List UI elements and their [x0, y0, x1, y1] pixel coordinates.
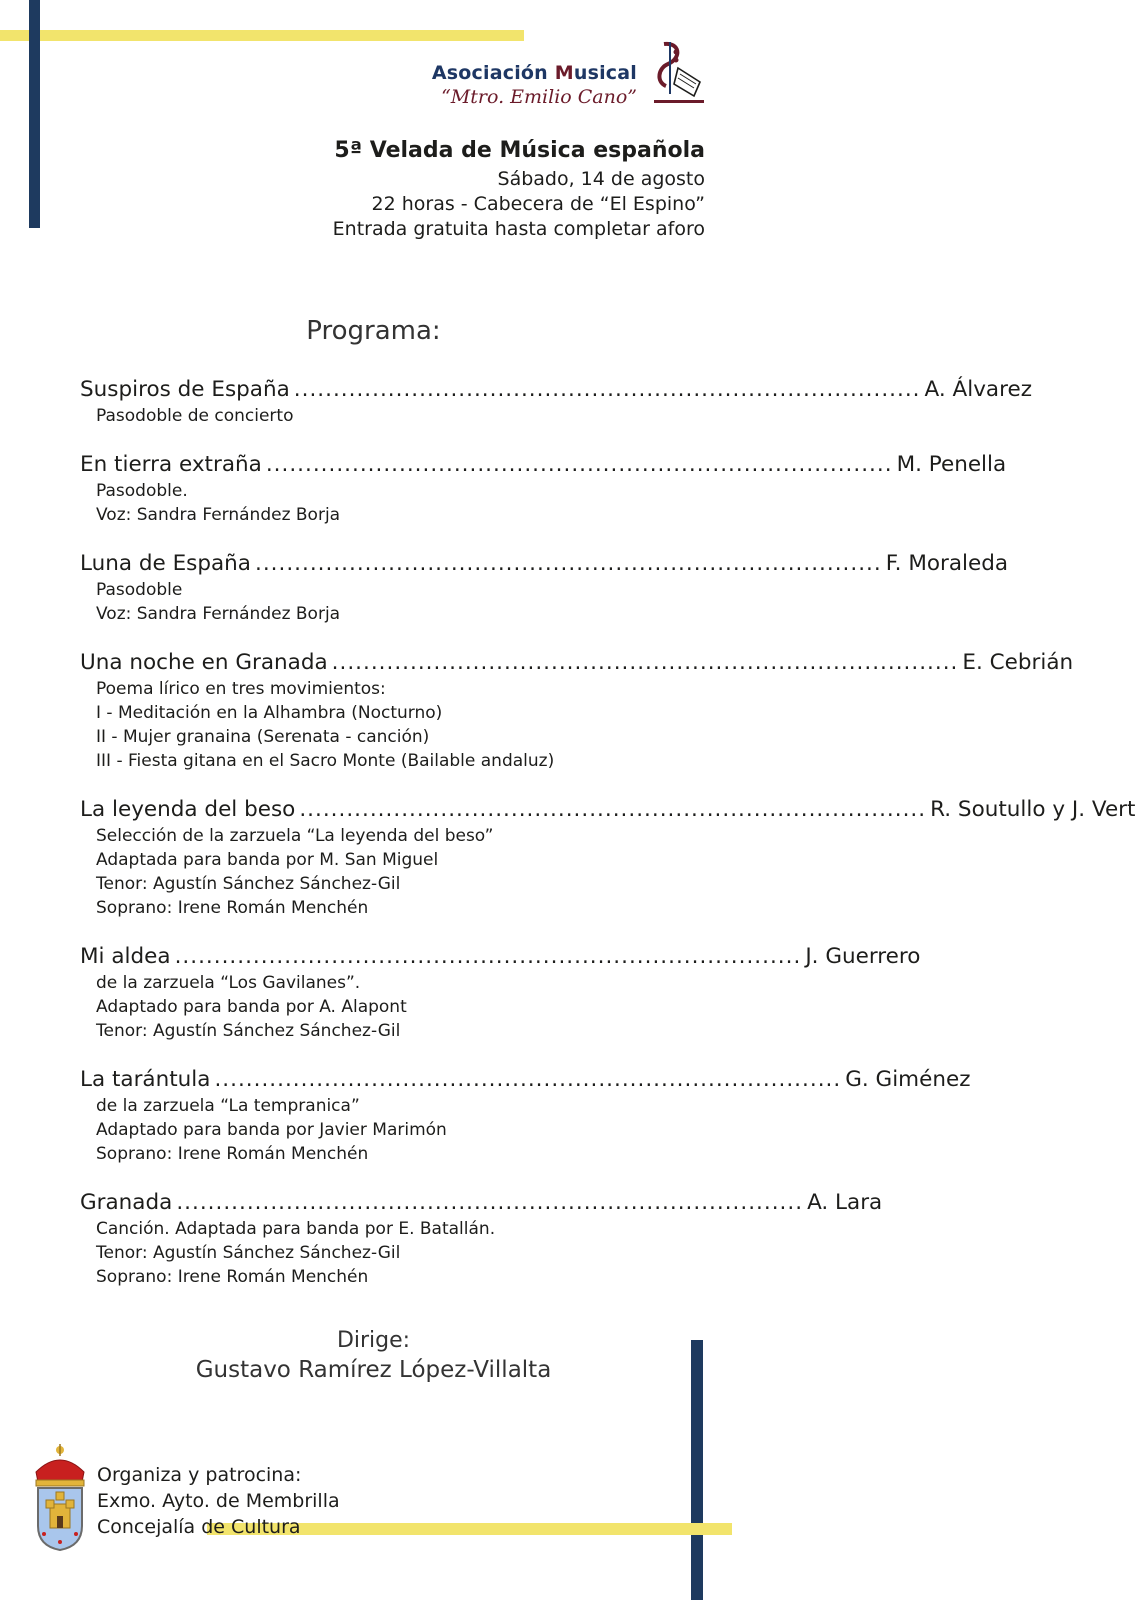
association-name-part3: usical	[573, 62, 637, 84]
piece-composer: M. Penella	[896, 452, 1007, 477]
dot-leader: ................................................................................	[299, 797, 927, 822]
program-piece	[80, 550, 1009, 626]
association-name	[432, 62, 637, 84]
association-subtitle: “Mtro. Emilio Cano”	[441, 86, 637, 108]
piece-detail: Pasodoble	[96, 580, 183, 600]
program-piece	[80, 943, 921, 1043]
association-name-initial: M	[554, 62, 574, 84]
piece-composer: F. Moraleda	[885, 551, 1009, 576]
dot-leader: ................................................................................	[174, 944, 802, 969]
dot-leader: ................................................................................	[331, 650, 959, 675]
piece-detail: Soprano: Irene Román Menchén	[96, 1267, 369, 1287]
sponsor-line-3: Concejalía de Cultura	[97, 1516, 301, 1538]
piece-title: Suspiros de España	[80, 377, 290, 402]
coat-of-arms-icon	[28, 1442, 92, 1554]
dot-leader: ................................................................................	[265, 452, 893, 477]
piece-detail: de la zarzuela “Los Gavilanes”.	[96, 973, 361, 993]
piece-detail: de la zarzuela “La tempranica”	[96, 1096, 360, 1116]
association-name-part1: Asociación	[431, 62, 555, 84]
music-clef-logo-icon	[650, 38, 708, 108]
program-list	[80, 376, 1135, 1312]
piece-detail: I - Meditación en la Alhambra (Nocturno)	[96, 703, 443, 723]
event-date: Sábado, 14 de agosto	[497, 168, 705, 190]
conductor-block	[0, 1328, 747, 1383]
program-piece	[80, 1189, 883, 1289]
piece-detail: Soprano: Irene Román Menchén	[96, 898, 369, 918]
piece-detail: Voz: Sandra Fernández Borja	[96, 505, 341, 525]
piece-composer: E. Cebrián	[962, 650, 1074, 675]
program-heading: Programa:	[306, 316, 441, 346]
top-yellow-bar	[0, 30, 524, 41]
dot-leader: ................................................................................	[176, 1190, 804, 1215]
sponsor-line-2: Exmo. Ayto. de Membrilla	[97, 1490, 340, 1512]
event-info	[333, 138, 705, 242]
program-piece	[80, 796, 1135, 920]
program-piece	[80, 451, 1007, 527]
piece-composer: A. Lara	[807, 1190, 883, 1215]
piece-title: La tarántula	[80, 1067, 211, 1092]
program-piece	[80, 376, 1032, 428]
piece-detail: Voz: Sandra Fernández Borja	[96, 604, 341, 624]
piece-detail: Adaptada para banda por M. San Miguel	[96, 850, 439, 870]
piece-title: La leyenda del beso	[80, 797, 296, 822]
piece-detail: Adaptado para banda por A. Alapont	[96, 997, 407, 1017]
sponsor-block	[97, 1462, 340, 1540]
piece-detail: Tenor: Agustín Sánchez Sánchez-Gil	[96, 1021, 401, 1041]
piece-detail: Selección de la zarzuela “La leyenda del beso”	[96, 826, 494, 846]
piece-detail: III - Fiesta gitana en el Sacro Monte (Bailable andaluz)	[96, 751, 555, 771]
piece-detail: Tenor: Agustín Sánchez Sánchez-Gil	[96, 1243, 401, 1263]
piece-detail: Canción. Adaptada para banda por E. Batallán.	[96, 1219, 496, 1239]
top-navy-bar	[29, 0, 40, 228]
piece-title: Una noche en Granada	[80, 650, 328, 675]
program-piece	[80, 1066, 971, 1166]
event-entry: Entrada gratuita hasta completar aforo	[332, 218, 705, 240]
piece-composer: A. Álvarez	[924, 377, 1032, 402]
piece-title: Granada	[80, 1190, 173, 1215]
piece-composer: G. Giménez	[845, 1067, 971, 1092]
event-time-place: 22 horas - Cabecera de “El Espino”	[371, 193, 705, 215]
piece-detail: Tenor: Agustín Sánchez Sánchez-Gil	[96, 874, 401, 894]
dot-leader: ................................................................................	[293, 377, 921, 402]
piece-title: Mi aldea	[80, 944, 171, 969]
conductor-name: Gustavo Ramírez López-Villalta	[195, 1357, 552, 1383]
dot-leader: ................................................................................	[214, 1067, 842, 1092]
conductor-label: Dirige:	[336, 1328, 411, 1353]
program-piece	[80, 649, 1074, 773]
piece-composer: J. Guerrero	[805, 944, 921, 969]
piece-detail: II - Mujer granaina (Serenata - canción)	[96, 727, 430, 747]
piece-detail: Adaptado para banda por Javier Marimón	[96, 1120, 447, 1140]
piece-detail: Poema lírico en tres movimientos:	[96, 679, 386, 699]
piece-title: En tierra extraña	[80, 452, 262, 477]
piece-detail: Pasodoble de concierto	[96, 406, 294, 426]
dot-leader: ................................................................................	[254, 551, 882, 576]
piece-detail: Soprano: Irene Román Menchén	[96, 1144, 369, 1164]
piece-title: Luna de España	[80, 551, 251, 576]
sponsor-line-1: Organiza y patrocina:	[97, 1464, 302, 1486]
piece-detail: Pasodoble.	[96, 481, 188, 501]
piece-composer: R. Soutullo y J. Vert	[930, 797, 1135, 822]
event-title: 5ª Velada de Música española	[334, 138, 705, 163]
